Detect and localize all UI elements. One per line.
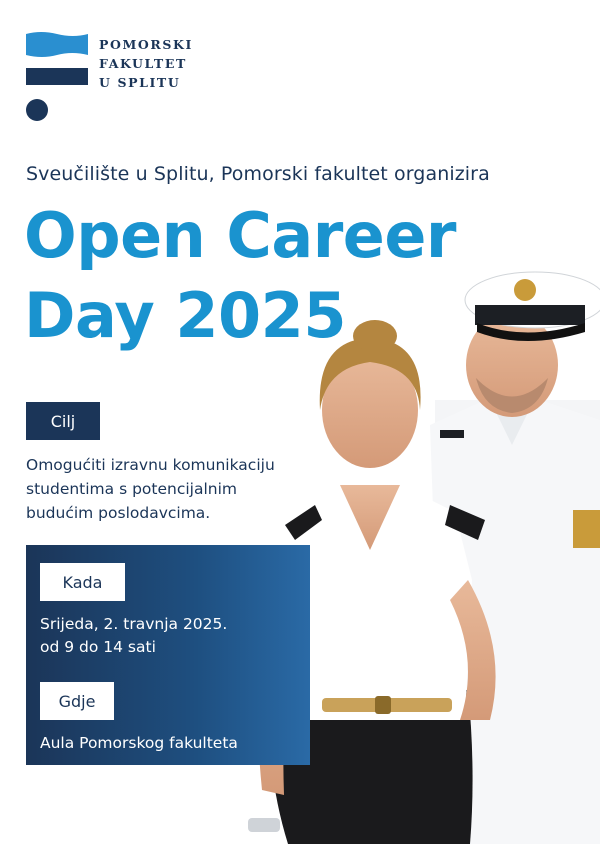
logo-line-2: FAKULTET — [99, 56, 187, 71]
goal-label: Cilj — [26, 402, 100, 440]
when-label: Kada — [40, 563, 125, 601]
logo-line-3: U SPLITU — [99, 75, 181, 90]
logo-wave-icon — [26, 31, 88, 57]
when-details — [40, 613, 227, 659]
goal-line-3: budućim poslodavcima. — [26, 504, 211, 522]
logo-line-1: POMORSKI — [99, 37, 193, 52]
logo-wordmark — [99, 35, 193, 92]
goal-line-1: Omogućiti izravnu komunikaciju — [26, 456, 275, 474]
where-label: Gdje — [40, 682, 114, 720]
event-title-line-2: Day 2025 — [24, 279, 346, 352]
when-date: Srijeda, 2. travnja 2025. — [40, 615, 228, 633]
goal-line-2: studentima s potencijalnim — [26, 480, 238, 498]
when-time: od 9 do 14 sati — [40, 638, 156, 656]
logo-bar — [26, 68, 88, 85]
logo-dot — [26, 99, 48, 121]
where-location: Aula Pomorskog fakulteta — [40, 734, 238, 752]
organizer-subtitle: Sveučilište u Splitu, Pomorski fakultet organizira — [26, 163, 490, 185]
event-title-line-1: Open Career — [24, 199, 456, 272]
goal-description — [26, 453, 326, 525]
